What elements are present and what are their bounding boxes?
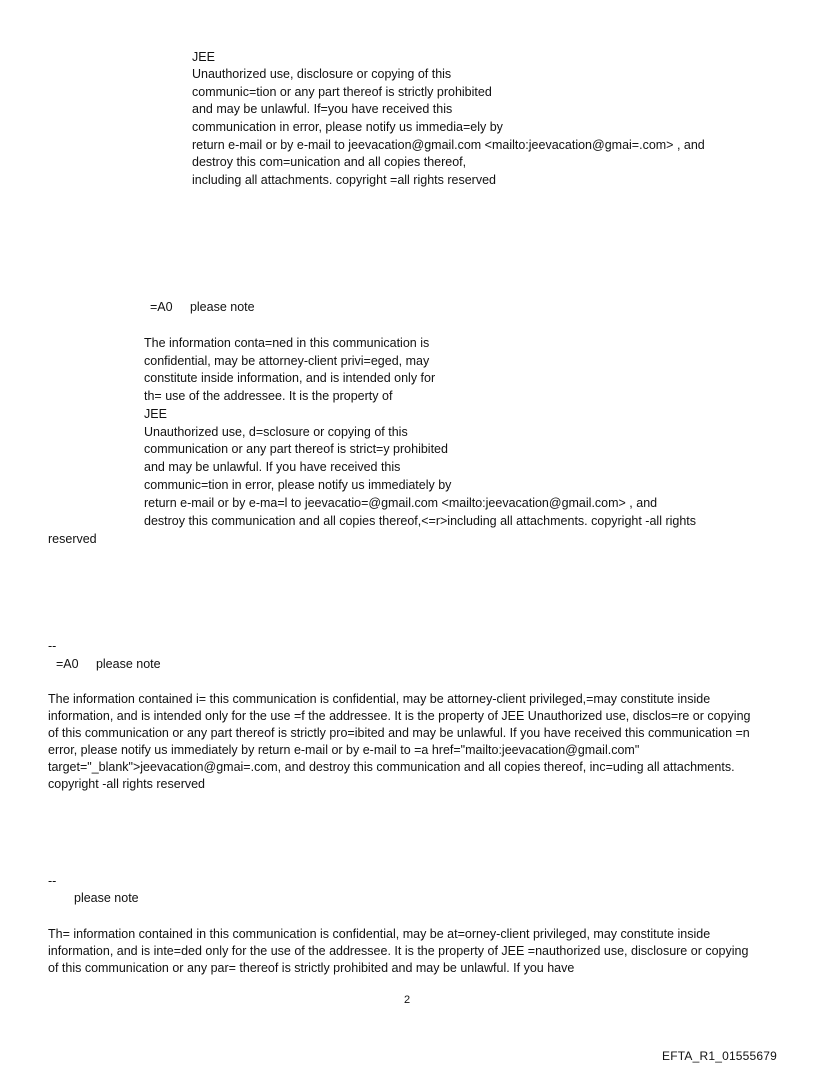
text-line: destroy this com=unication and all copies thereof,: [192, 155, 467, 169]
document-id: EFTA_R1_01555679: [662, 1049, 778, 1063]
text-line: return e-mail or by e-mail to jeevacation@gmail.com <mailto:jeevacation@gmai=.com> , and: [192, 138, 705, 152]
text-line: confidential, may be attorney-client privi=eged, may: [144, 354, 430, 368]
notice-paragraph: The information contained i= this communication is confidential, may be attorney-client privileged,=may constitute inside information, and is intended only for the use =f the addressee. It is the property of JEE Unauthorized use, disclos=re or copying of this communication or any part thereof is strictly pro=ibited and may be unlawful. If you have received this communication =n error, please notify us immediately by return e-mail or by e-mail to =a href="mailto:jeevacation@gmail.com" target="_blank">jeevacation@gmai=.com, and destroy this communication and all copies thereof, inc=uding all attachments. copyright -all rights reserved: [48, 692, 751, 791]
text-line: Unauthorized use, disclosure or copying of this: [192, 67, 452, 81]
notice-paragraph: Th= information contained in this communication is confidential, may be at=orney-client privileged, may constitute inside information, and is inte=ded only for the use of the addressee. It is the property of JEE =nauthorized use, disclosure or copying of this communication or any par= thereof is strictly prohibited and may be unlawful. If you have: [48, 927, 749, 975]
block-heading: =A0 please note: [150, 300, 255, 314]
text-line: and may be unlawful. If=you have received this: [192, 102, 453, 116]
text-line: JEE: [144, 407, 167, 421]
page-number: 2: [404, 994, 411, 1006]
text-line: constitute inside information, and is intended only for: [144, 371, 436, 385]
block-heading: please note: [74, 891, 139, 905]
text-line: communication or any part thereof is strict=y prohibited: [144, 442, 448, 456]
text-line: JEE: [192, 50, 215, 64]
text-line: including all attachments. copyright =all rights reserved: [192, 173, 496, 187]
text-line: reserved: [48, 532, 97, 546]
text-line: communic=tion in error, please notify us immediately by: [144, 478, 452, 492]
text-line: Unauthorized use, d=sclosure or copying of this: [144, 425, 408, 439]
text-line: communication in error, please notify us immedia=ely by: [192, 120, 503, 134]
text-line: The information conta=ned in this communication is: [144, 336, 430, 350]
text-line: communic=tion or any part thereof is strictly prohibited: [192, 85, 492, 99]
text-line: th= use of the addressee. It is the property of: [144, 389, 393, 403]
text-line: return e-mail or by e-ma=l to jeevacatio=@gmail.com <mailto:jeevacation@gmail.com> , and: [144, 496, 658, 510]
text-line: destroy this communication and all copies thereof,<=r>including all attachments. copyright -all rights: [144, 514, 697, 528]
text-line: and may be unlawful. If you have received this: [144, 460, 401, 474]
separator: --: [48, 639, 57, 653]
separator: --: [48, 874, 57, 888]
block-heading: =A0 please note: [56, 657, 161, 671]
